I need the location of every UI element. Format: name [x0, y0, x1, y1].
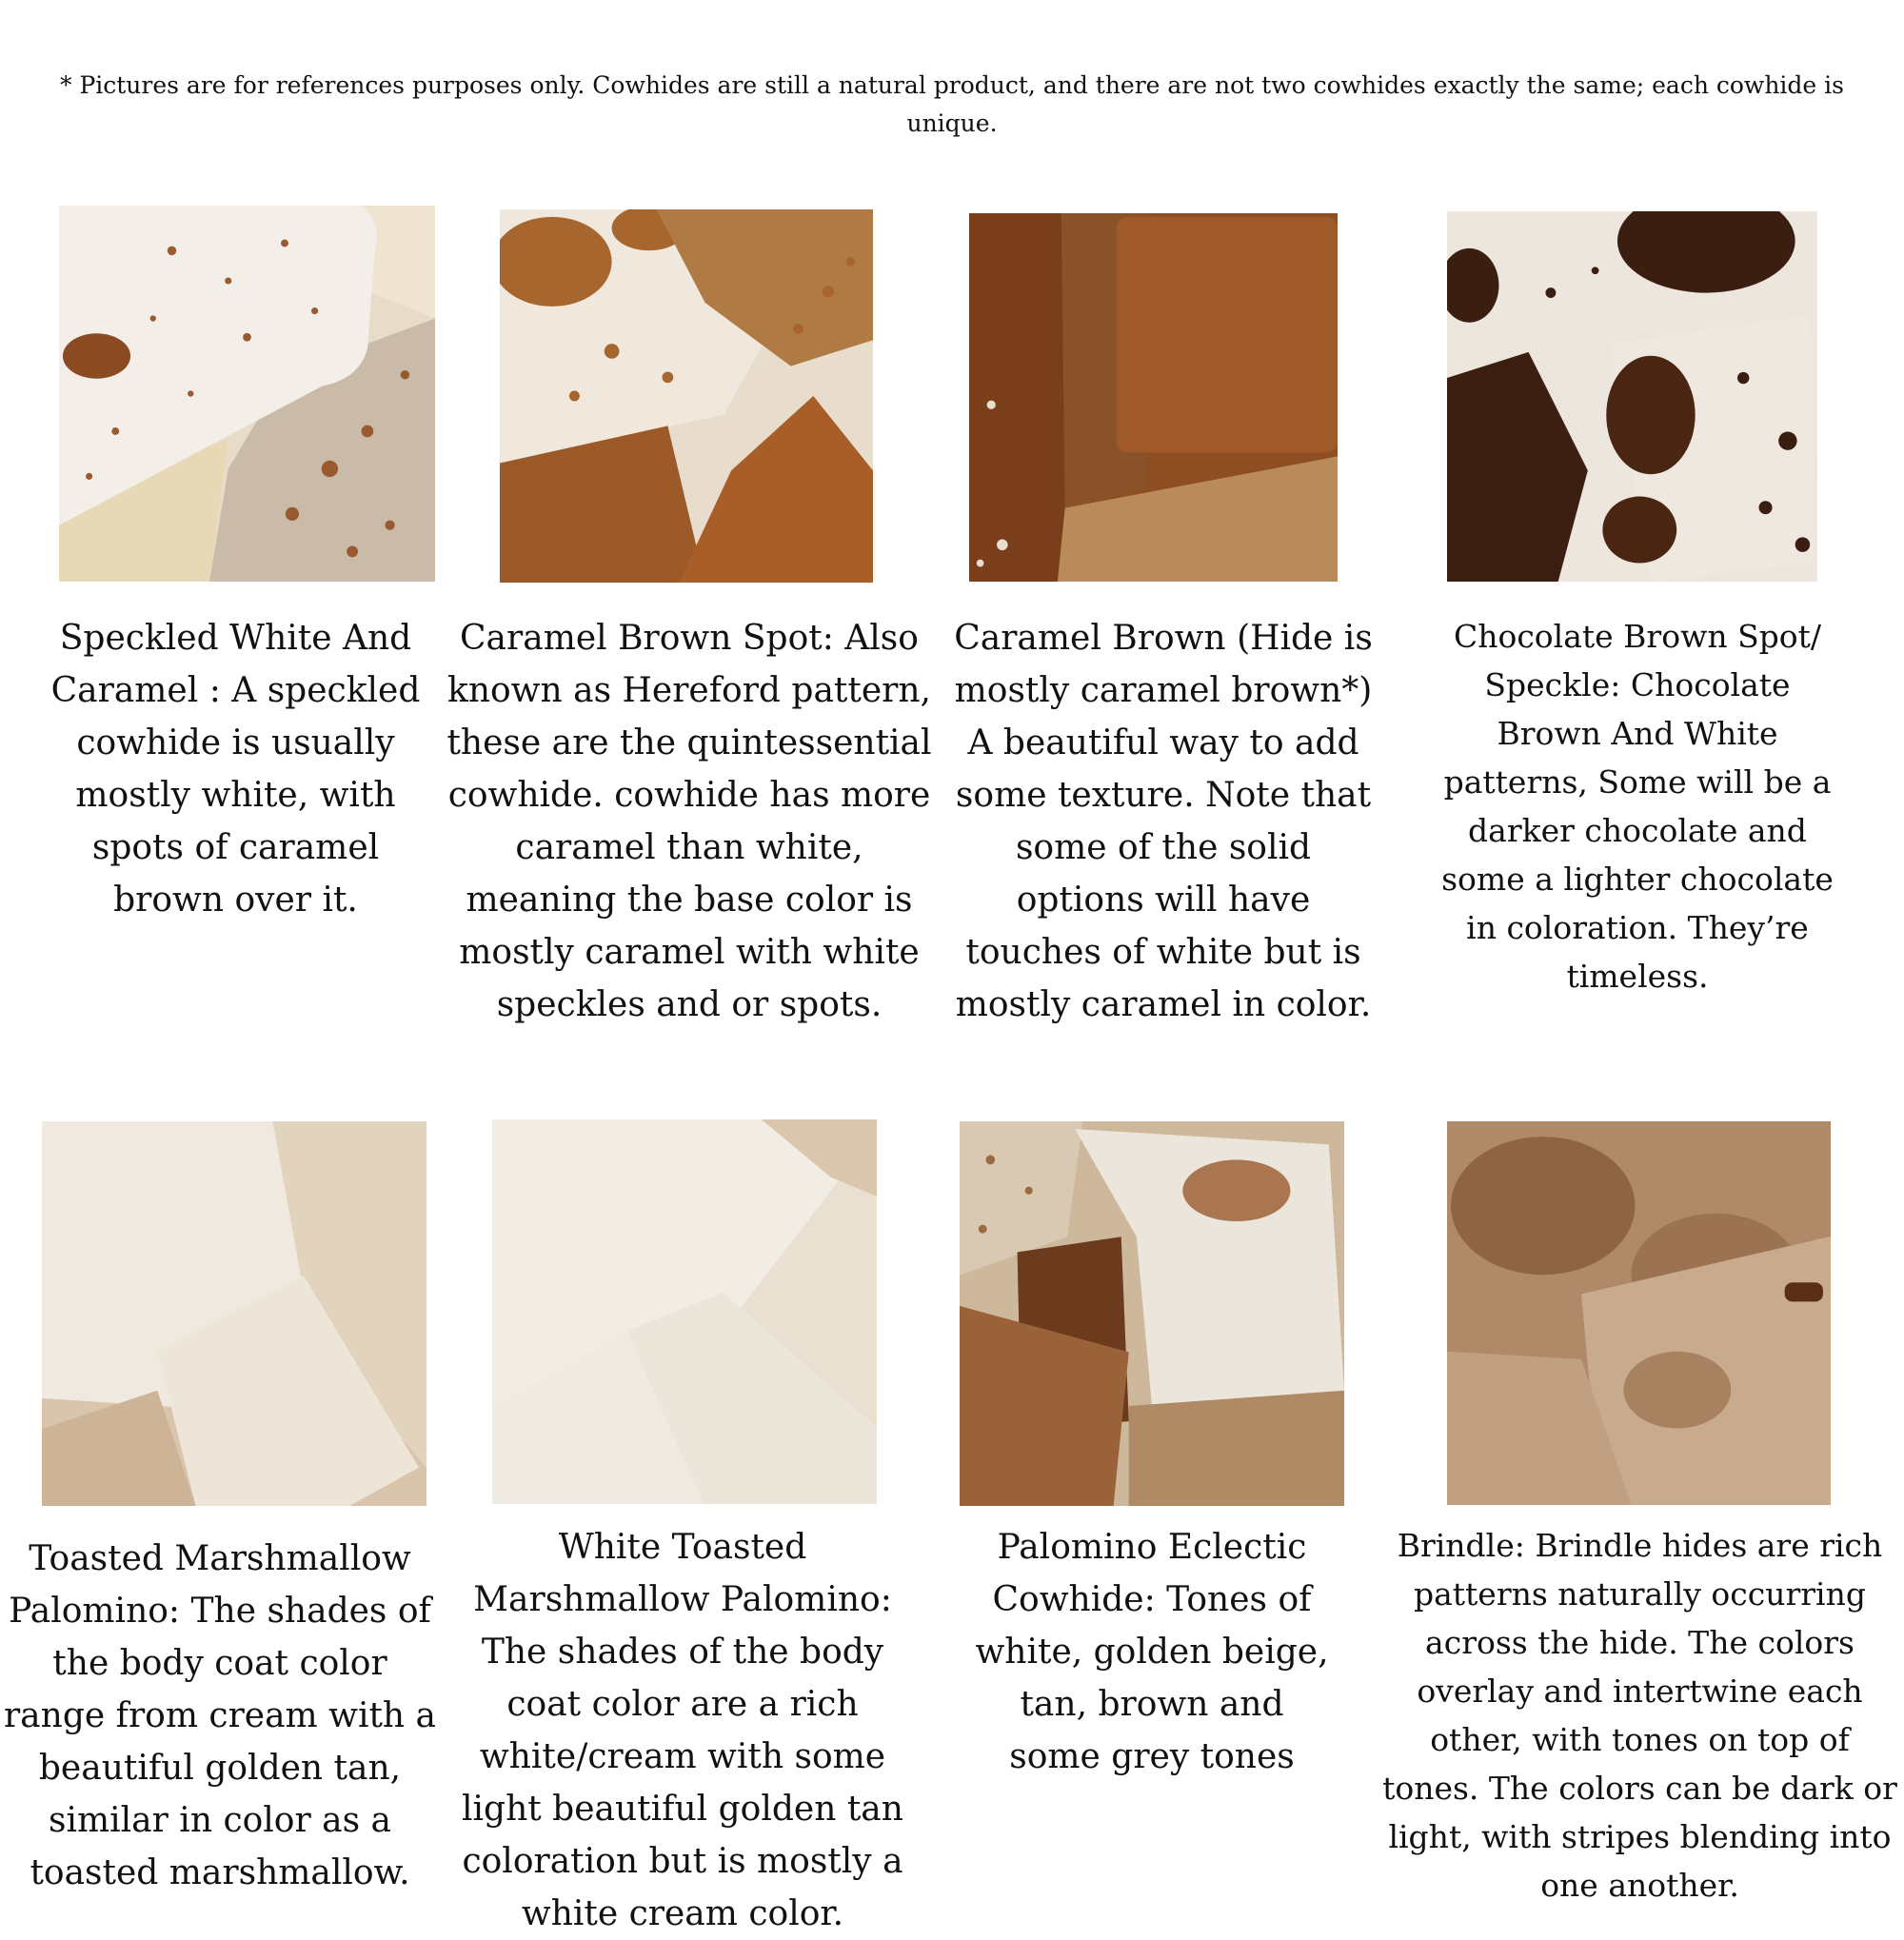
caption-palomino-eclectic: Palomino Eclectic Cowhide: Tones of white, golden beige, tan, brown and some grey tones [975, 1528, 1329, 1776]
caption-brindle: Brindle: Brindle hides are rich patterns naturally occurring across the hide. The colors overlay and intertwine each other, with tones on top of tones. The colors can be dark or light, with stripes blending into one another. [1382, 1527, 1897, 1904]
caption-speckled-white-caramel: Speckled White And Caramel : A speckled cowhide is usually mostly white, with spots of caramel brown over it. [50, 619, 421, 920]
caption-caramel-brown-spot: Caramel Brown Spot: Also known as Hereford pattern, these are the quintessential cowhide. cowhide has more caramel than white, meaning the base color is mostly caramel with white speckles and or spots. [446, 619, 932, 1024]
swatch-image-brindle [1447, 1121, 1831, 1505]
swatch-image-chocolate-brown-spot [1447, 211, 1817, 582]
swatch-image-palomino-eclectic [960, 1121, 1344, 1506]
caption-caramel-brown: Caramel Brown (Hide is mostly caramel brown*) A beautiful way to add some texture. Note that some of the solid options will have touches of white but is mostly caramel in color. [954, 619, 1373, 1024]
swatch-image-white-toasted-marshmallow [492, 1119, 877, 1504]
caption-white-toasted-marshmallow: White Toasted Marshmallow Palomino: The shades of the body coat color are a rich white/cream with some light beautiful golden tan coloration but is mostly a white cream color. [462, 1528, 903, 1933]
swatch-image-caramel-brown [969, 213, 1338, 582]
caption-chocolate-brown-spot: Chocolate Brown Spot/ Speckle: Chocolate Brown And White patterns, Some will be a darker chocolate and some a lighter chocolate in coloration. They’re timeless. [1441, 618, 1834, 995]
swatch-image-caramel-brown-spot [500, 209, 873, 583]
disclaimer-notice: * Pictures are for references purposes only. Cowhides are still a natural product, and there are not two cowhides exactly the same; each cowhide is unique. [60, 71, 1844, 137]
swatch-image-speckled-white-caramel [59, 206, 435, 582]
caption-toasted-marshmallow: Toasted Marshmallow Palomino: The shades of the body coat color range from cream with a beautiful golden tan, similar in color as a toasted marshmallow. [3, 1539, 437, 1892]
swatch-image-toasted-marshmallow [42, 1121, 426, 1506]
